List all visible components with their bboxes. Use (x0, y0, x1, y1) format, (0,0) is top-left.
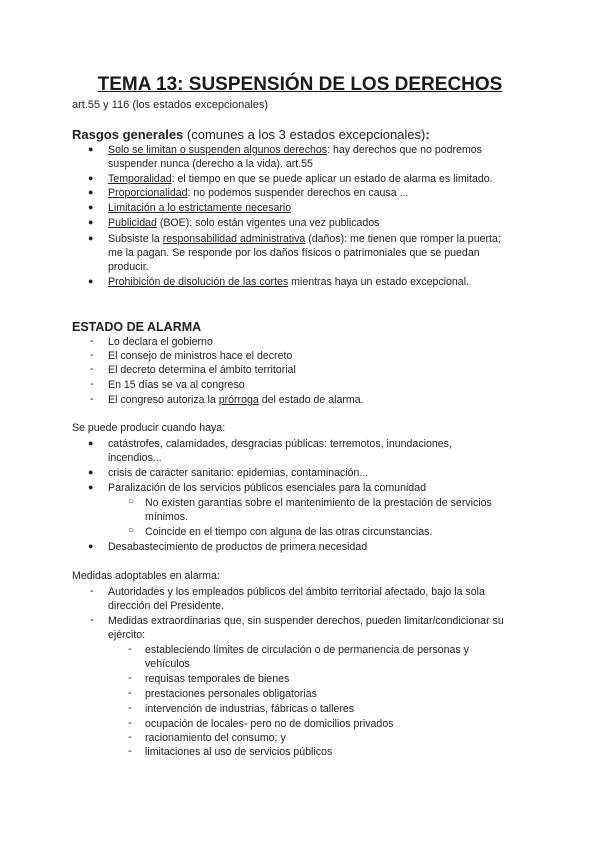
dash-icon: - (128, 702, 132, 714)
rasgo-item (108, 232, 501, 246)
dash-icon: - (128, 672, 132, 684)
alarma-item: Lo declara el gobierno (108, 336, 213, 348)
dash-icon: - (128, 687, 132, 699)
medidas-subitem: estableciendo límites de circulación o de permanencia de personas y (145, 644, 469, 656)
bullet-icon: ● (88, 233, 94, 243)
medidas-subitem: intervención de industrias, fábricas o talleres (145, 703, 355, 715)
dash-icon: - (90, 393, 94, 405)
bullet-icon: ● (88, 187, 94, 197)
rasgos-heading-rest: (comunes a los 3 estados excepcionales) (183, 127, 426, 142)
dash-icon: - (128, 717, 132, 729)
rasgo-underlined: Proporcionalidad (108, 187, 188, 199)
medidas-subitem: racionamiento del consumo; y (145, 732, 286, 744)
rasgo-item-cont: suspender nunca (derecho a la vida). art.55 (108, 158, 313, 170)
rasgos-heading-bold: Rasgos generales (72, 127, 184, 142)
circle-bullet-icon: ○ (128, 525, 135, 536)
medidas-intro: Medidas adoptables en alarma: (72, 570, 220, 582)
rasgo-underlined: Limitación a lo estrictamente necesario (108, 202, 292, 214)
medidas-item: Autoridades y los empleados públicos del ámbito territorial afectado, bajo la sola (108, 586, 485, 598)
page-title: TEMA 13: SUSPENSIÓN DE LOS DERECHOS (97, 74, 503, 95)
producir-subitem: No existen garantías sobre el mantenimiento de la prestación de servicios (145, 497, 492, 509)
rasgo-item (108, 275, 469, 289)
dash-icon: - (90, 349, 94, 361)
rasgo-item (108, 143, 528, 157)
medidas-subitem: requisas temporales de bienes (145, 673, 290, 685)
producir-item: Desabastecimiento de productos de primera necesidad (108, 541, 368, 553)
rasgo-underlined: Temporalidad (108, 173, 172, 185)
producir-subitem-cont: mínimos. (145, 511, 188, 523)
rasgo-underlined: Prohibición de disolución de las cortes (108, 276, 289, 288)
rasgo-text: : el tiempo en que se puede aplicar un estado de alarma es limitado. (171, 173, 493, 185)
rasgo-text: (BOE): solo están vigentes una vez publicados (156, 217, 380, 229)
medidas-subitem-cont: vehículos (145, 658, 190, 670)
rasgo-text: Subsiste la (108, 233, 163, 245)
rasgo-underlined: Solo se limitan o suspenden algunos derechos (108, 144, 328, 156)
rasgo-text: (daños): me tienen que romper la puerta; (305, 233, 501, 245)
rasgo-item (108, 172, 493, 186)
dash-icon: - (90, 378, 94, 390)
alarma-item: En 15 días se va al congreso (108, 379, 245, 391)
alarma-text: El congreso autoriza la (108, 394, 219, 406)
rasgo-text: mientras haya un estado excepcional. (288, 276, 469, 288)
rasgo-item (108, 201, 291, 215)
dash-icon: - (128, 745, 132, 757)
medidas-subitem: prestaciones personales obligatorias (145, 688, 317, 700)
alarma-underlined: prórroga (218, 394, 259, 406)
rasgo-underlined: Publicidad (108, 217, 157, 229)
rasgo-underlined: responsabilidad administrativa (162, 233, 306, 245)
rasgo-item (108, 186, 408, 200)
bullet-icon: ● (88, 202, 94, 212)
dash-icon: - (90, 585, 94, 597)
rasgo-item-cont: me la pagan. Se responde por los daños físicos o patrimoniales que se puedan (108, 247, 480, 259)
bullet-icon: ● (88, 541, 94, 551)
dash-icon: - (90, 335, 94, 347)
medidas-item-cont: dirección del Presidente. (108, 600, 225, 612)
alarma-item (108, 393, 364, 407)
bullet-icon: ● (88, 482, 94, 492)
medidas-item: Medidas extraordinarias que, sin suspender derechos, pueden limitar/condicionar su (108, 615, 504, 627)
rasgo-text: : no podemos suspender derechos en causa ... (187, 187, 409, 199)
medidas-item-cont: ejército: (108, 629, 146, 641)
rasgo-item (108, 216, 379, 230)
alarma-item: El consejo de ministros hace el decreto (108, 350, 293, 362)
producir-intro: Se puede producir cuando haya: (72, 422, 226, 434)
producir-item: catástrofes, calamidades, desgracias públicas: terremotos, inundaciones, (108, 438, 452, 450)
producir-item: Paralización de los servicios públicos esenciales para la comunidad (108, 482, 426, 494)
dash-icon: - (128, 731, 132, 743)
dash-icon: - (90, 614, 94, 626)
producir-item: crisis de carácter sanitario: epidemias, contaminación... (108, 467, 369, 479)
alarma-heading: ESTADO DE ALARMA (72, 320, 202, 334)
rasgos-heading-colon: : (425, 127, 430, 142)
bullet-icon: ● (88, 276, 94, 286)
bullet-icon: ● (88, 217, 94, 227)
bullet-icon: ● (88, 438, 94, 448)
bullet-icon: ● (88, 144, 94, 154)
circle-bullet-icon: ○ (128, 496, 135, 507)
alarma-text: del estado de alarma. (258, 394, 364, 406)
producir-item-cont: incendios... (108, 452, 162, 464)
rasgo-text: : hay derechos que no podremos (327, 144, 482, 156)
dash-icon: - (90, 363, 94, 375)
rasgo-item-cont: producir. (108, 261, 149, 273)
producir-subitem: Coincide en el tiempo con alguna de las otras circunstancias. (145, 526, 433, 538)
dash-icon: - (128, 643, 132, 655)
medidas-subitem: ocupación de locales- pero no de domicilios privados (145, 718, 394, 730)
rasgos-heading (72, 127, 430, 142)
subtitle: art.55 y 116 (los estados excepcionales) (72, 99, 269, 111)
medidas-subitem: limitaciones al uso de servicios públicos (145, 746, 333, 758)
bullet-icon: ● (88, 467, 94, 477)
bullet-icon: ● (88, 173, 94, 183)
alarma-item: El decreto determina el ámbito territorial (108, 364, 296, 376)
